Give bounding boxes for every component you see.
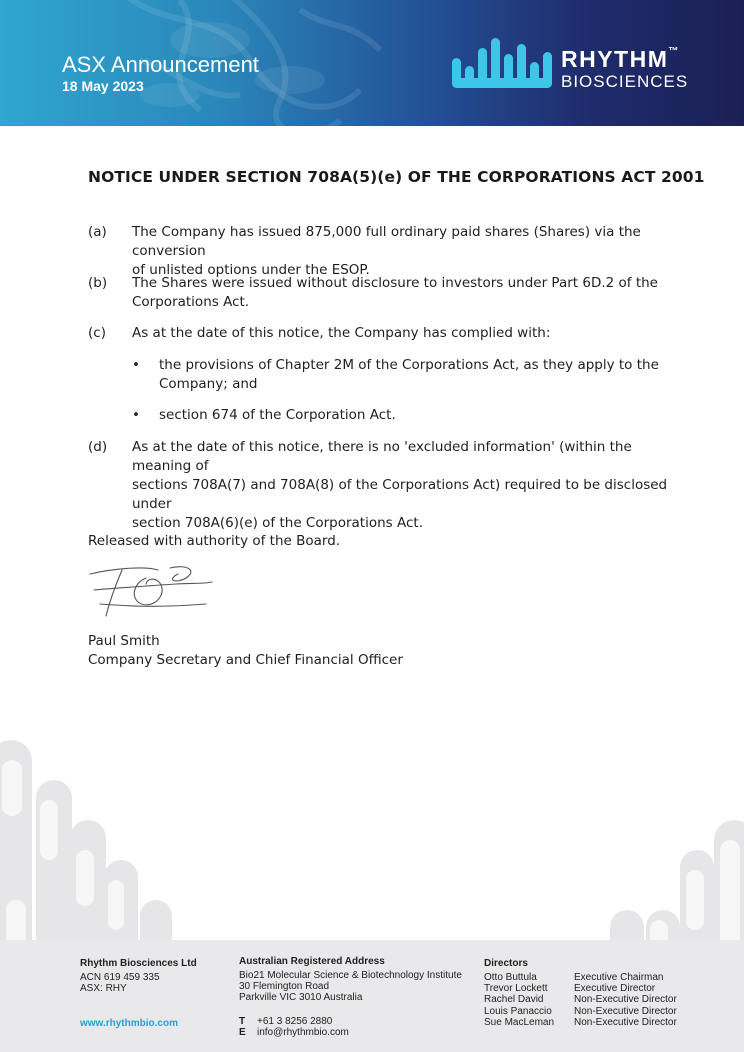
director-name: Trevor Lockett [484,983,548,994]
item-label: (b) [88,275,108,291]
footer-website-link[interactable]: www.rhythmbio.com [80,1018,178,1029]
rhythm-biosciences-logo [450,36,710,96]
footer-acn: ACN 619 459 335 [80,972,160,983]
item-text: As at the date of this notice, the Company has complied with: [132,325,551,341]
header-banner [0,0,744,126]
item-text: The Shares were issued without disclosure to investors under Part 6D.2 of the Corporations Act. [132,275,658,310]
item-text: The Company has issued 875,000 full ordinary paid shares (Shares) via the conversion of unlisted options under the ESOP. [132,224,641,278]
footer-company-name: Rhythm Biosciences Ltd [80,958,197,969]
notice-title: NOTICE UNDER SECTION 708A(5)(e) OF THE CORPORATIONS ACT 2001 [88,168,705,186]
signatory-title: Company Secretary and Chief Financial Officer [88,652,403,668]
footer-address-line: 30 Flemington Road [239,981,330,992]
logo-wordmark-rhythm: RHYTHM™ [561,46,680,72]
director-role: Non-Executive Director [574,994,677,1005]
director-name: Louis Panaccio [484,1006,552,1017]
signatory-name: Paul Smith [88,633,160,649]
bullet-icon: • [132,357,140,373]
footer-phone[interactable]: +61 3 8256 2880 [257,1016,333,1027]
footer-email-link[interactable]: info@rhythmbio.com [257,1027,349,1038]
bullet-icon: • [132,407,140,423]
logo-wordmark-biosciences: BIOSCIENCES [561,72,689,91]
director-role: Non-Executive Director [574,1017,677,1028]
director-role: Non-Executive Director [574,1006,677,1017]
director-role: Executive Director [574,983,656,994]
item-text: As at the date of this notice, there is no 'excluded information' (within the meaning of sections 708A(7) and 708A(8) of the Corporations Act) required to be disclosed under section 708A(6)(e) of the Corporations Act. [132,439,668,531]
item-label: (a) [88,224,107,240]
footer-asx-code: ASX: RHY [80,983,127,994]
footer-address-line: Parkville VIC 3010 Australia [239,992,363,1003]
phone-label: T [239,1016,246,1027]
footer-address-line: Bio21 Molecular Science & Biotechnology Institute [239,970,462,981]
signature-image [86,560,216,622]
announcement-title: ASX Announcement [62,52,259,77]
director-name: Otto Buttula [484,972,537,983]
footer-address-heading: Australian Registered Address [239,956,385,967]
director-name: Sue MacLeman [484,1017,555,1028]
footer-directors-heading: Directors [484,958,528,969]
item-label: (d) [88,439,108,455]
footer [0,940,744,1052]
released-statement: Released with authority of the Board. [88,533,341,549]
logo-bars-icon [450,36,554,96]
email-label: E [239,1027,246,1038]
item-label: (c) [88,325,106,341]
director-name: Rachel David [484,994,544,1005]
announcement-date: 18 May 2023 [62,78,144,94]
director-role: Executive Chairman [574,972,664,983]
